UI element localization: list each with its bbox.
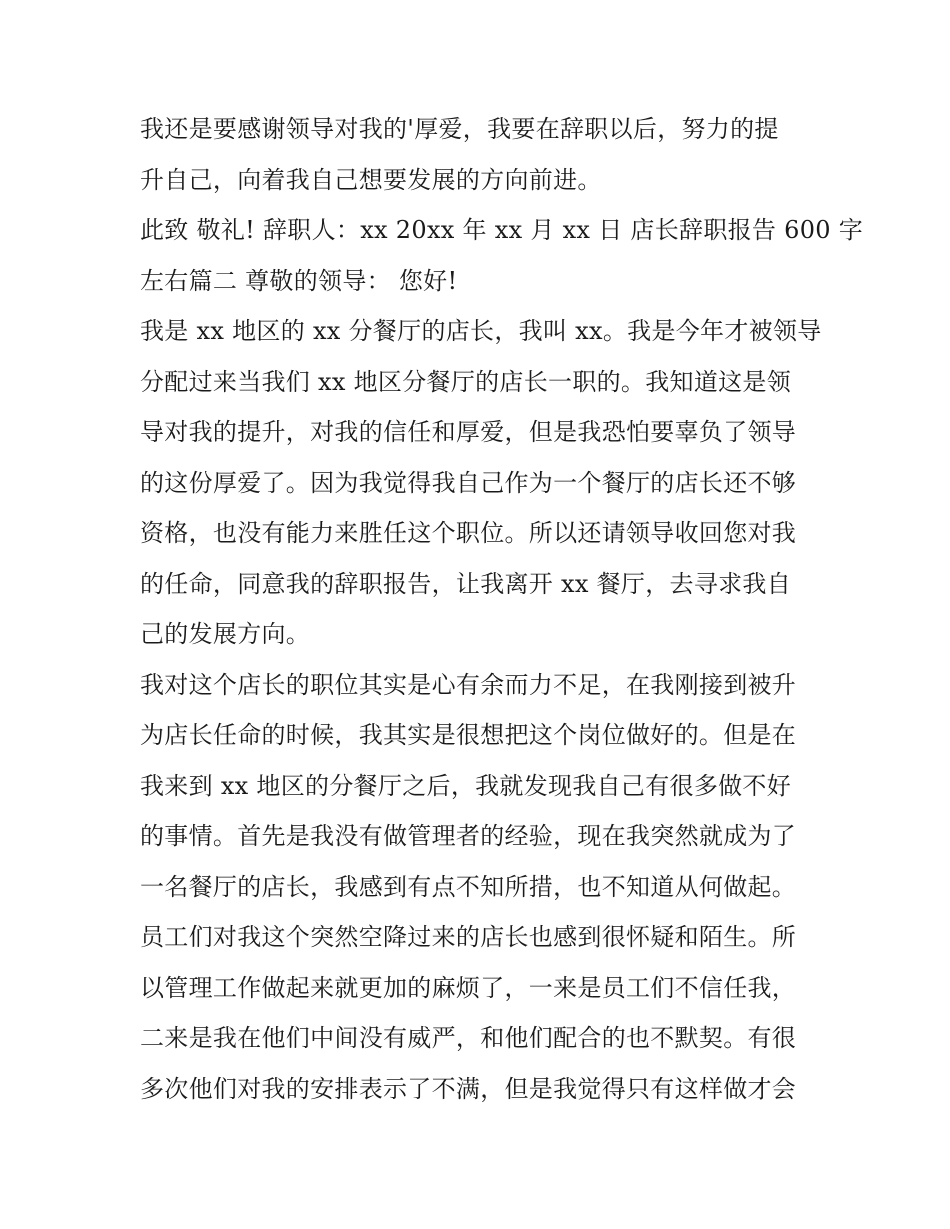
paragraph-thanks bbox=[140, 104, 820, 205]
text-line: 此致 敬礼! 辞职人：xx 20xx 年 xx 月 xx 日 店长辞职报告 600 字 bbox=[140, 216, 864, 244]
paragraph-reasons bbox=[140, 660, 820, 1115]
text-line: 以管理工作做起来就更加的麻烦了，一来是员工们不信任我， bbox=[140, 973, 797, 1002]
text-line: 分配过来当我们 xx 地区分餐厅的店长一职的。我知道这是领 bbox=[140, 367, 792, 396]
text-line: 的任命，同意我的辞职报告，让我离开 xx 餐厅，去寻求我自 bbox=[140, 569, 792, 598]
text-line: 我是 xx 地区的 xx 分餐厅的店长，我叫 xx。我是今年才被领导 bbox=[140, 317, 822, 345]
text-line: 我对这个店长的职位其实是心有余而力不足，在我刚接到被升 bbox=[140, 670, 797, 699]
text-line: 的这份厚爱了。因为我觉得我自己作为一个餐厅的店长还不够 bbox=[140, 468, 797, 497]
text-line: 导对我的提升，对我的信任和厚爱，但是我恐怕要辜负了领导 bbox=[140, 418, 797, 446]
text-line: 员工们对我这个突然空降过来的店长也感到很怀疑和陌生。所 bbox=[140, 923, 797, 951]
text-line: 二来是我在他们中间没有威严，和他们配合的也不默契。有很 bbox=[140, 1024, 797, 1052]
text-line: 多次他们对我的安排表示了不满，但是我觉得只有这样做才会 bbox=[140, 1074, 797, 1103]
text-line: 一名餐厅的店长，我感到有点不知所措，也不知道从何做起。 bbox=[140, 872, 797, 901]
text-line: 资格，也没有能力来胜任这个职位。所以还请领导收回您对我 bbox=[140, 519, 797, 547]
text-line: 我来到 xx 地区的分餐厅之后，我就发现我自己有很多做不好 bbox=[140, 771, 792, 800]
paragraph-closing-and-heading bbox=[140, 205, 864, 306]
paragraph-introduction bbox=[140, 306, 820, 660]
text-line: 左右篇二 尊敬的领导： 您好! bbox=[140, 266, 458, 295]
text-line: 的事情。首先是我没有做管理者的经验，现在我突然就成为了 bbox=[140, 822, 797, 850]
document-body bbox=[140, 104, 864, 1114]
text-line: 升自己，向着我自己想要发展的方向前进。 bbox=[140, 165, 602, 194]
text-line: 我还是要感谢领导对我的'厚爱，我要在辞职以后，努力的提 bbox=[140, 115, 779, 143]
text-line: 为店长任命的时候，我其实是很想把这个岗位做好的。但是在 bbox=[140, 721, 797, 749]
text-line: 己的发展方向。 bbox=[140, 620, 311, 648]
